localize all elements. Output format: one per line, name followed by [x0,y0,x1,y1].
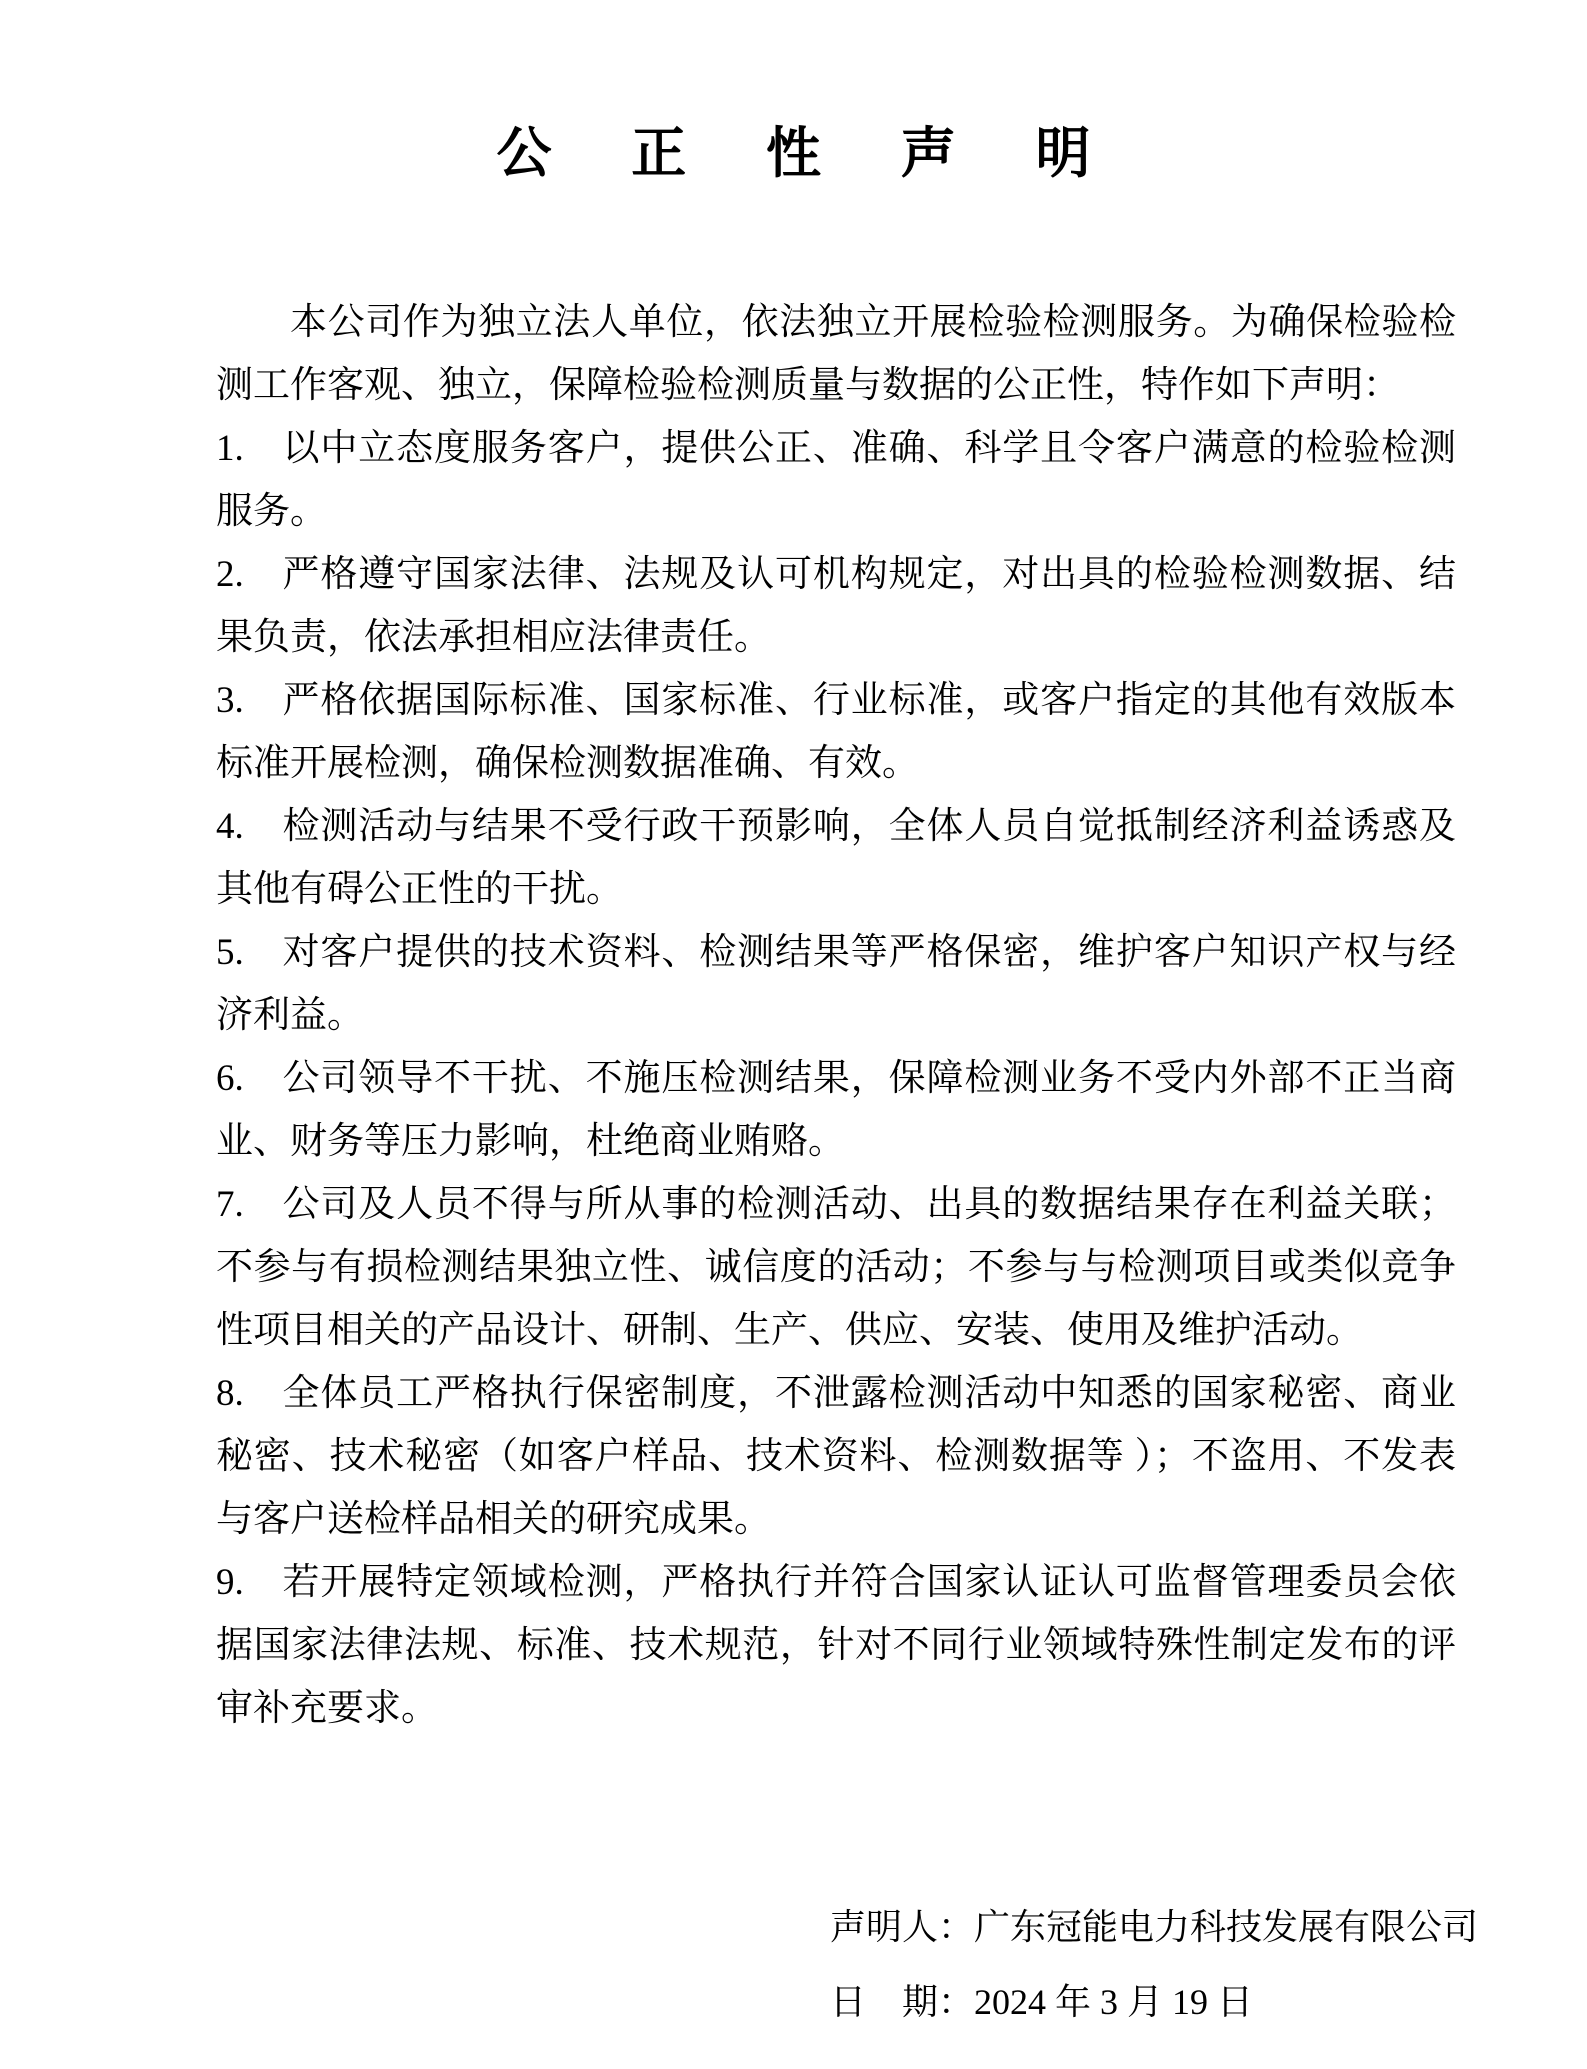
statement-item-2: 2. 严格遵守国家法律、法规及认可机构规定，对出具的检验检测数据、结果负责，依法承担相应法律责任。 [216,554,1456,658]
document-body [216,291,1456,1740]
statement-item-6: 6. 公司领导不干扰、不施压检测结果，保障检测业务不受内外部不正当商业、财务等压力影响，杜绝商业贿赂。 [216,1058,1456,1162]
declarant-label: 声明人： [830,1907,975,1947]
statement-item-1: 1. 以中立态度服务客户，提供公正、准确、科学且令客户满意的检验检测服务。 [216,428,1456,532]
statement-item-7: 7. 公司及人员不得与所从事的检测活动、出具的数据结果存在利益关联；不参与有损检测结果独立性、诚信度的活动；不参与与检测项目或类似竞争性项目相关的产品设计、研制、生产、供应、安装、使用及维护活动。 [216,1184,1456,1351]
signature-block [830,1890,1587,2040]
document-title: 公正性声明 [496,122,1171,184]
date-label: 日 期： [830,1982,975,2022]
document-page [0,118,1587,2069]
declarant-line [830,1890,1587,1965]
date-line [830,1965,1587,2040]
statement-item-9: 9. 若开展特定领域检测，严格执行并符合国家认证认可监督管理委员会依据国家法律法规、标准、技术规范，针对不同行业领域特殊性制定发布的评审补充要求。 [216,1562,1456,1729]
statement-item-5: 5. 对客户提供的技术资料、检测结果等严格保密，维护客户知识产权与经济利益。 [216,932,1456,1036]
statement-item-8: 8. 全体员工严格执行保密制度，不泄露检测活动中知悉的国家秘密、商业秘密、技术秘密（如客户样品、技术资料、检测数据等 ）；不盗用、不发表与客户送检样品相关的研究成果。 [216,1373,1456,1540]
intro-paragraph: 本公司作为独立法人单位，依法独立开展检验检测服务。为确保检验检测工作客观、独立，保障检验检测质量与数据的公正性，特作如下声明： [216,302,1456,406]
declarant-name: 广东冠能电力科技发展有限公司 [974,1907,1479,1947]
statement-item-3: 3. 严格依据国际标准、国家标准、行业标准，或客户指定的其他有效版本标准开展检测，确保检测数据准确、有效。 [216,680,1456,784]
date-value: 2024 年 3 月 19 日 [974,1982,1254,2022]
statement-item-4: 4. 检测活动与结果不受行政干预影响，全体人员自觉抵制经济利益诱惑及其他有碍公正性的干扰。 [216,806,1456,910]
